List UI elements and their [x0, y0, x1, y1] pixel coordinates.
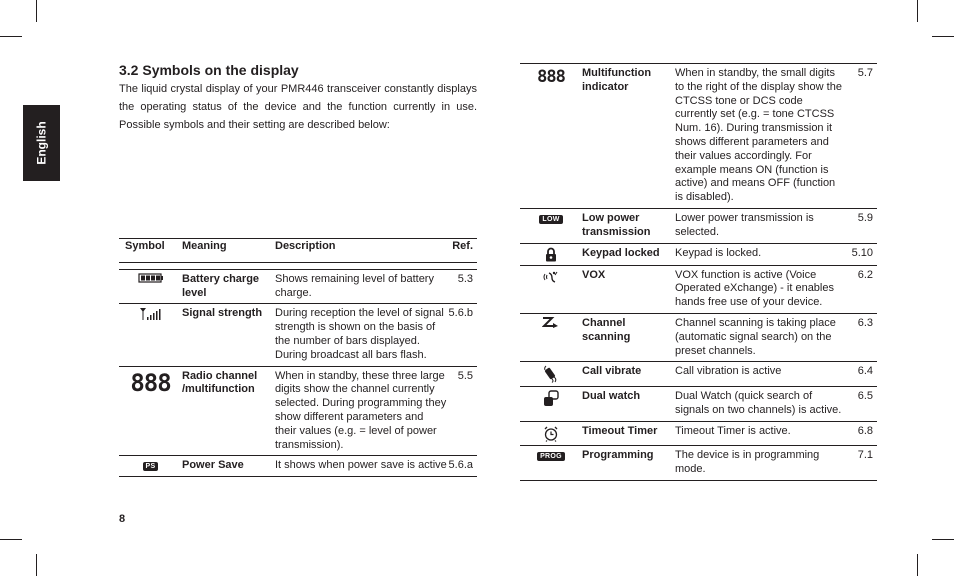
- description-cell: Call vibration is active: [675, 362, 845, 387]
- header-symbol: Symbol: [119, 239, 182, 263]
- symbol-cell: [520, 243, 582, 265]
- ref-cell: 5.6.b: [447, 304, 477, 366]
- meaning-cell: Signal strength: [182, 304, 275, 366]
- lock-icon: [545, 247, 557, 262]
- section-title: 3.2 Symbols on the display: [119, 62, 299, 78]
- description-cell: When in standby, the small digits to the right of the display show the CTCSS tone or DCS code currently set (e.g. = tone CTCSS Num. 16). During transmission it shows different parameters and their values accordingly. For example means ON (function is active) and means OFF (function is disabled).: [675, 64, 845, 209]
- vox-icon: [543, 269, 559, 285]
- header-meaning: Meaning: [182, 239, 275, 263]
- ref-cell: 7.1: [845, 445, 877, 480]
- symbol-cell: [119, 456, 182, 477]
- description-cell: VOX function is active (Voice Operated eXchange) - it enables hands free use of your device.: [675, 265, 845, 313]
- ref-cell: 5.3: [447, 269, 477, 304]
- crop-mark: [917, 0, 918, 22]
- ref-cell: 6.3: [845, 313, 877, 361]
- meaning-cell: Timeout Timer: [582, 421, 675, 445]
- symbol-cell: [520, 445, 582, 480]
- table-row: [520, 208, 877, 243]
- table-row: [119, 366, 477, 456]
- meaning-cell: Call vibrate: [582, 362, 675, 387]
- table-row: [520, 445, 877, 480]
- ref-cell: 5.9: [845, 208, 877, 243]
- symbol-cell: [119, 269, 182, 304]
- description-cell: Dual Watch (quick search of signals on two channels) is active.: [675, 387, 845, 422]
- ref-cell: 6.8: [845, 421, 877, 445]
- symbol-cell: [520, 208, 582, 243]
- meaning-cell: VOX: [582, 265, 675, 313]
- crop-mark: [36, 0, 37, 22]
- ref-cell: 5.6.a: [447, 456, 477, 477]
- ref-cell: 5.10: [845, 243, 877, 265]
- battery-icon: [138, 273, 164, 283]
- scan-icon: [542, 317, 560, 329]
- description-cell: The device is in programming mode.: [675, 445, 845, 480]
- meaning-cell: Power Save: [182, 456, 275, 477]
- symbol-cell: [520, 362, 582, 387]
- table-header-row: [119, 239, 477, 263]
- power-save-icon: PS: [143, 462, 159, 471]
- table-row: [520, 64, 877, 209]
- small-digits-icon: 888: [537, 67, 565, 87]
- timer-icon: [543, 425, 559, 442]
- vibrate-icon: [543, 365, 559, 383]
- meaning-cell: Multifunction indicator: [582, 64, 675, 209]
- meaning-cell: Battery charge level: [182, 269, 275, 304]
- symbol-cell: [520, 64, 582, 209]
- description-cell: It shows when power save is active: [275, 456, 447, 477]
- description-cell: During reception the level of signal strength is shown on the basis of the number of bars displayed. During broadcast all bars flash.: [275, 304, 447, 366]
- ref-cell: 6.2: [845, 265, 877, 313]
- large-digits-icon: 888: [130, 368, 171, 397]
- symbol-cell: [119, 304, 182, 366]
- table-row: [119, 269, 477, 304]
- symbol-cell: [520, 421, 582, 445]
- description-cell: When in standby, these three large digits show the channel currently selected. During programming they show different parameters and their values (e.g. = level of power transmission).: [275, 366, 447, 456]
- crop-mark: [0, 36, 22, 37]
- ref-cell: 6.4: [845, 362, 877, 387]
- signal-strength-icon: [139, 307, 163, 321]
- crop-mark: [932, 539, 954, 540]
- ref-cell: 5.5: [447, 366, 477, 456]
- table-row: [520, 387, 877, 422]
- crop-mark: [917, 554, 918, 576]
- table-row: [520, 265, 877, 313]
- crop-mark: [0, 539, 22, 540]
- symbol-cell: [520, 313, 582, 361]
- meaning-cell: Radio channel /multifunction: [182, 366, 275, 456]
- dual-watch-icon: [542, 390, 560, 408]
- symbols-table-left: [119, 238, 477, 477]
- symbol-cell: [520, 265, 582, 313]
- language-tab: English: [23, 105, 60, 181]
- symbol-cell: [119, 366, 182, 456]
- ref-cell: 5.7: [845, 64, 877, 209]
- intro-paragraph: The liquid crystal display of your PMR446 transceiver constantly displays the operating status of the device and the function currently in use. Possible symbols and their setting are described below:: [119, 83, 477, 131]
- description-cell: Keypad is locked.: [675, 243, 845, 265]
- table-row: [520, 421, 877, 445]
- page-number: 8: [119, 513, 126, 525]
- programming-icon: PROG: [537, 452, 565, 461]
- ref-cell: 6.5: [845, 387, 877, 422]
- meaning-cell: Channel scanning: [582, 313, 675, 361]
- table-row: [520, 243, 877, 265]
- table-row: [119, 456, 477, 477]
- meaning-cell: Programming: [582, 445, 675, 480]
- description-cell: Shows remaining level of battery charge.: [275, 269, 447, 304]
- description-cell: Channel scanning is taking place (automatic signal search) on the preset channels.: [675, 313, 845, 361]
- symbols-table-right: [520, 63, 877, 481]
- meaning-cell: Keypad locked: [582, 243, 675, 265]
- table-row: [520, 313, 877, 361]
- meaning-cell: Low power transmission: [582, 208, 675, 243]
- description-cell: Timeout Timer is active.: [675, 421, 845, 445]
- header-ref: Ref.: [447, 239, 477, 263]
- description-cell: Lower power transmission is selected.: [675, 208, 845, 243]
- meaning-cell: Dual watch: [582, 387, 675, 422]
- crop-mark: [36, 554, 37, 576]
- table-row: [520, 362, 877, 387]
- crop-mark: [932, 36, 954, 37]
- symbol-cell: [520, 387, 582, 422]
- low-power-icon: LOW: [539, 215, 562, 224]
- table-row: [119, 304, 477, 366]
- header-description: Description: [275, 239, 447, 263]
